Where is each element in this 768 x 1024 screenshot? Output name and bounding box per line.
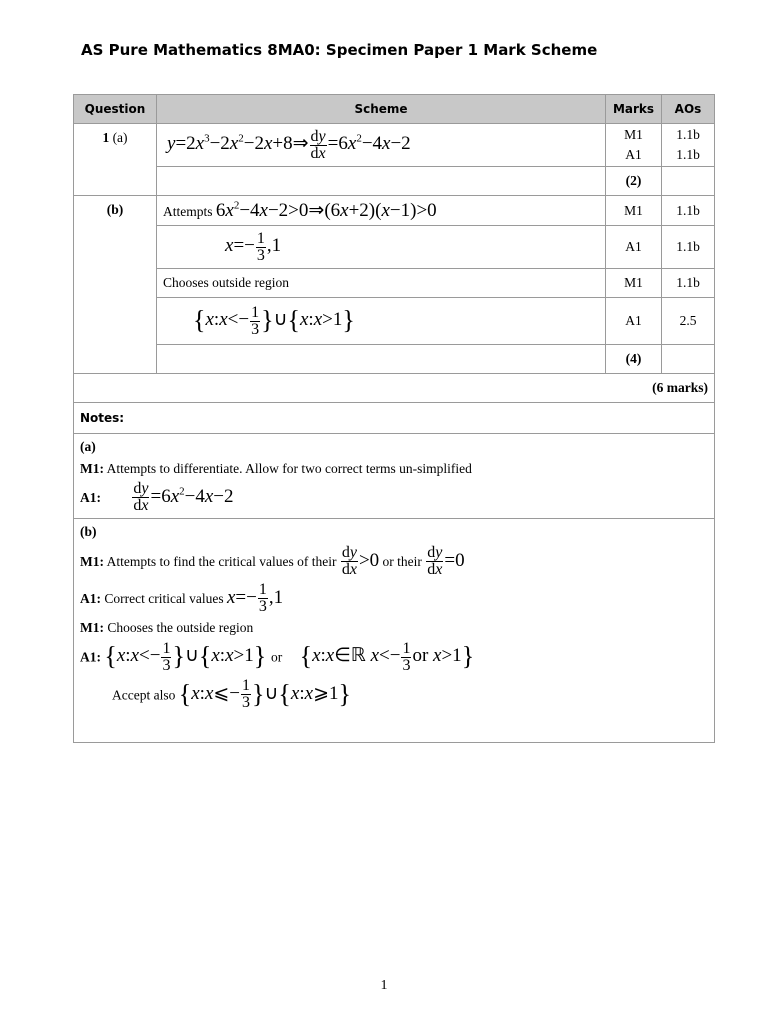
ao-label: 1.1b xyxy=(662,226,715,269)
ao-label: 2.5 xyxy=(662,298,715,345)
table-row xyxy=(74,124,715,167)
question-part-b: (b) xyxy=(106,202,124,217)
notes-text: or their xyxy=(382,553,422,569)
aos-cell xyxy=(662,345,715,374)
scheme-cell xyxy=(157,345,606,374)
notes-label: (a) xyxy=(80,439,96,454)
mark-scheme-table xyxy=(73,94,715,743)
question-cell-1a xyxy=(74,124,157,196)
notes-label: M1: xyxy=(80,460,104,476)
solution-set: {x:x<− $\frac{1}{3}$ }∪{x:x>1} xyxy=(193,303,355,338)
notes-label: A1: xyxy=(80,590,101,606)
notes-part-b xyxy=(74,519,715,743)
scheme-cell xyxy=(157,226,606,269)
marks-total: (2) xyxy=(606,167,662,196)
solution-set-accept: {x:x⩽− $\frac{1}{3}$ }∪{x:x⩾1} xyxy=(178,677,351,712)
table-row xyxy=(74,345,715,374)
notes-label: A1: xyxy=(80,649,101,665)
scheme-cell: Chooses outside region xyxy=(157,269,606,298)
mark-label: A1 xyxy=(625,147,642,162)
notes-label: M1: xyxy=(80,619,104,635)
mark-label: A1 xyxy=(606,226,662,269)
table-row xyxy=(74,519,715,743)
header-question: Question xyxy=(74,95,157,124)
question-part-a: (a) xyxy=(112,130,128,145)
scheme-cell xyxy=(157,124,606,167)
table-row xyxy=(74,167,715,196)
mark-label: A1 xyxy=(606,298,662,345)
notes-text: Attempts to find the critical values of their xyxy=(106,553,337,569)
attempts-label: Attempts xyxy=(163,204,213,219)
notes-label: (b) xyxy=(80,524,97,540)
notes-text: Attempts to differentiate. Allow for two correct terms un-simplified xyxy=(106,460,472,476)
ao-label: 1.1b xyxy=(676,147,700,162)
marks-cell xyxy=(606,124,662,167)
notes-heading: Notes: xyxy=(74,403,715,434)
mark-label: M1 xyxy=(606,269,662,298)
table-row xyxy=(74,403,715,434)
scheme-cell xyxy=(157,196,606,226)
header-marks: Marks xyxy=(606,95,662,124)
scheme-cell xyxy=(157,298,606,345)
notes-text: or xyxy=(270,649,283,665)
header-scheme: Scheme xyxy=(157,95,606,124)
question-number: 1 xyxy=(102,130,110,145)
table-row xyxy=(74,434,715,519)
notes-text: Accept also xyxy=(112,687,176,703)
header-row xyxy=(74,95,715,124)
ao-label: 1.1b xyxy=(662,269,715,298)
table-row xyxy=(74,226,715,269)
critical-values: x=− $\frac{1}{3}$ ,1 xyxy=(225,229,282,264)
header-aos: AOs xyxy=(662,95,715,124)
table-row xyxy=(74,374,715,403)
derivative-gt-zero: $\frac{dy}{dx}$ >0 xyxy=(341,543,380,578)
table-row xyxy=(74,196,715,226)
marks-total: (4) xyxy=(606,345,662,374)
aos-cell xyxy=(662,124,715,167)
page-title: AS Pure Mathematics 8MA0: Specimen Paper 1 Mark Scheme xyxy=(81,41,598,59)
page-number: 1 xyxy=(380,978,388,993)
derivative-expression: $\frac{dy}{dx}$ $=6x^2-4x-2$ xyxy=(133,480,234,515)
derivative-eq-zero: $\frac{dy}{dx}$ =0 xyxy=(427,543,465,578)
critical-values-note: x=− $\frac{1}{3}$ ,1 xyxy=(226,580,284,615)
scheme-cell xyxy=(157,167,606,196)
mark-label: M1 xyxy=(624,127,643,142)
solution-set-note: {x:x<− $\frac{1}{3}$ }∪{x:x>1} xyxy=(104,639,267,674)
table-row xyxy=(74,298,715,345)
table-row xyxy=(74,269,715,298)
ao-label: 1.1b xyxy=(662,196,715,226)
solution-set-alt: {x:x∈ℝ x<− $\frac{1}{3}$ or x>1} xyxy=(299,639,475,674)
notes-text: Correct critical values xyxy=(104,590,224,606)
question-total: (6 marks) xyxy=(74,374,715,403)
notes-text: Chooses the outside region xyxy=(107,619,254,635)
factorised-inequality: $6x^2-4x-2>0\Rightarrow(6x+2)(x-1)>0$ xyxy=(215,199,437,221)
question-cell-1b xyxy=(74,196,157,374)
notes-label: M1: xyxy=(80,553,104,569)
mark-label: M1 xyxy=(606,196,662,226)
notes-label: A1: xyxy=(80,489,101,505)
derivative-equation: $y=2x^3-2x^2-2x+8\Rightarrow$ $\frac{dy}{dx}$ $=6x^2-4x-2$ xyxy=(167,127,411,162)
aos-cell xyxy=(662,167,715,196)
notes-part-a xyxy=(74,434,715,519)
ao-label: 1.1b xyxy=(676,127,700,142)
